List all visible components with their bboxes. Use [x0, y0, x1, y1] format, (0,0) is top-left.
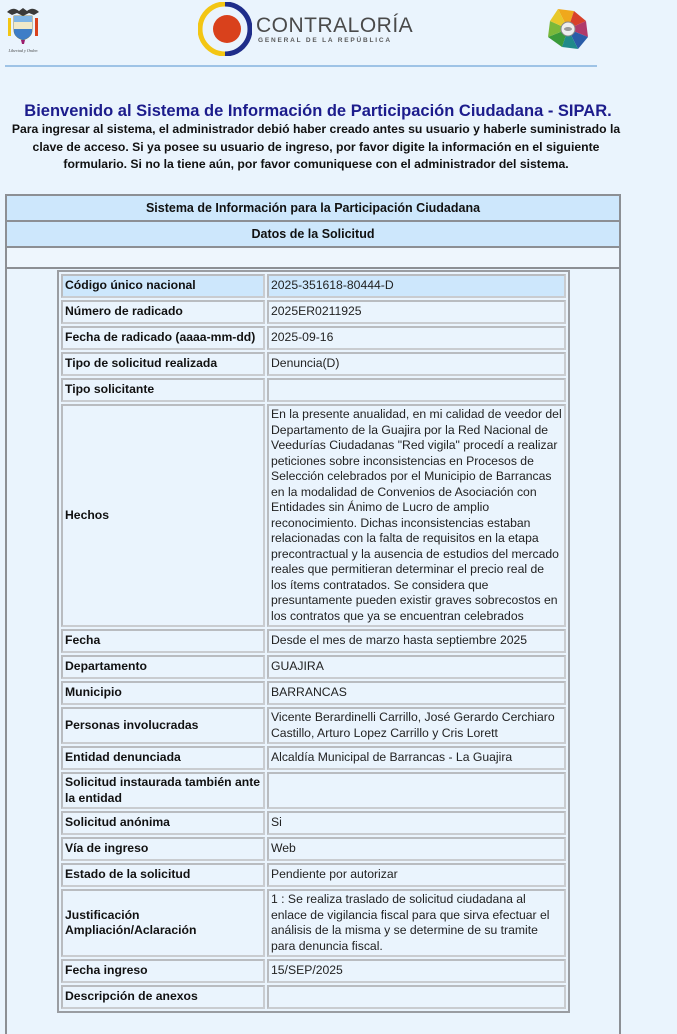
welcome-text-line-2: clave de acceso. Si ya posee su usuario de ingreso, por favor digite la información en el siguiente — [32, 139, 600, 154]
field-label: Justificación Ampliación/Aclaración — [61, 889, 265, 957]
field-value: Alcaldía Municipal de Barrancas - La Guajira — [267, 746, 566, 770]
field-label: Descripción de anexos — [61, 985, 265, 1009]
field-label: Fecha ingreso — [61, 959, 265, 983]
field-value: BARRANCAS — [267, 681, 566, 705]
svg-text:Libertad y Orden: Libertad y Orden — [8, 48, 38, 53]
field-value: Si — [267, 811, 566, 835]
table-row-tipo-solicitud — [61, 352, 566, 376]
field-value: GUAJIRA — [267, 655, 566, 679]
field-value: 2025ER0211925 — [267, 300, 566, 324]
field-value: 1 : Se realiza traslado de solicitud ciudadana al enlace de vigilancia fiscal para que sirva efectuar el análisis de la misma y se determine de su tramite para denuncia fiscal. — [267, 889, 566, 957]
field-label: Tipo de solicitud realizada — [61, 352, 265, 376]
table-row-tipo-solicitante — [61, 378, 566, 402]
request-details-table — [57, 270, 570, 1013]
table-row-via-ingreso — [61, 837, 566, 861]
welcome-title: Bienvenido al Sistema de Información de Participación Ciudadana - SIPAR. — [24, 102, 612, 120]
panel-subtitle: Datos de la Solicitud — [7, 222, 619, 248]
table-row-entidad-denunciada — [61, 746, 566, 770]
field-label: Solicitud anónima — [61, 811, 265, 835]
welcome-text-line-1: Para ingresar al sistema, el administrador debió haber creado antes su usuario y haberle suministrado la — [11, 122, 621, 136]
field-label: Personas involucradas — [61, 707, 265, 744]
field-value: 2025-09-16 — [267, 326, 566, 350]
table-row-solicitud-instaurada — [61, 772, 566, 809]
field-label: Fecha — [61, 629, 265, 653]
field-value — [267, 378, 566, 402]
contraloria-ring-icon — [198, 2, 252, 56]
table-row-fecha-ingreso — [61, 959, 566, 983]
header-divider — [5, 65, 597, 67]
table-row-personas-involucradas — [61, 707, 566, 744]
contraloria-brand: CONTRALORÍA — [256, 13, 414, 37]
field-value — [267, 772, 566, 809]
field-label: Hechos — [61, 404, 265, 627]
field-label: Departamento — [61, 655, 265, 679]
table-row-fecha-radicado — [61, 326, 566, 350]
request-panel — [5, 194, 621, 1034]
table-row-estado-solicitud — [61, 863, 566, 887]
field-label: Municipio — [61, 681, 265, 705]
table-row-departamento — [61, 655, 566, 679]
table-row-codigo — [61, 274, 566, 298]
field-value: En la presente anualidad, en mi calidad de veedor del Departamento de la Guajira por la Red Nacional de Veedurías Ciudadanas "Red vigila" procedí a realizar peticiones sobre inconsistencias en Procesos de Selección celebrados por el Municipio de Barrancas en la modalidad de Convenios de Asociación con Entidades sin Ánimo de Lucro de amplio reconocimiento. Dichas inconsistencias estaban relacionadas con la falta de requisitos en la etapa precontractual y la ausencia de estudios del mercado reales que permitieran determinar el precio real de los ítems contratados. Se considera que presuntamente pueden existir graves sobrecostos en los contratos que ya se encuentran celebrados — [267, 404, 566, 627]
field-value: Denuncia(D) — [267, 352, 566, 376]
field-value: 15/SEP/2025 — [267, 959, 566, 983]
coat-of-arms-logo — [3, 4, 43, 54]
welcome-text-line-3: formulario. Si no la tiene aún, por favor comuniquese con el administrador del sistema. — [63, 157, 569, 171]
request-details — [57, 270, 570, 1013]
field-value: Web — [267, 837, 566, 861]
field-value: Vicente Berardinelli Carrillo, José Gerardo Cerchiaro Castillo, Arturo Lopez Carrillo y Cris Lorett — [267, 707, 566, 744]
field-value: Pendiente por autorizar — [267, 863, 566, 887]
table-row-fecha — [61, 629, 566, 653]
sipar-logo — [544, 5, 592, 53]
table-row-hechos — [61, 404, 566, 627]
field-label: Código único nacional — [61, 274, 265, 298]
table-row-justificacion — [61, 889, 566, 957]
table-row-descripcion-anexos — [61, 985, 566, 1009]
table-row-numero-radicado — [61, 300, 566, 324]
field-label: Solicitud instaurada también ante la entidad — [61, 772, 265, 809]
field-label: Entidad denunciada — [61, 746, 265, 770]
field-label: Estado de la solicitud — [61, 863, 265, 887]
contraloria-subtitle: GENERAL DE LA REPÚBLICA — [258, 36, 392, 44]
field-label: Número de radicado — [61, 300, 265, 324]
page-header — [0, 0, 677, 66]
field-label: Fecha de radicado (aaaa-mm-dd) — [61, 326, 265, 350]
field-label: Tipo solicitante — [61, 378, 265, 402]
field-value: Desde el mes de marzo hasta septiembre 2025 — [267, 629, 566, 653]
table-row-solicitud-anonima — [61, 811, 566, 835]
field-value — [267, 985, 566, 1009]
panel-title: Sistema de Información para la Participación Ciudadana — [7, 196, 619, 222]
field-value: 2025-351618-80444-D — [267, 274, 566, 298]
field-label: Vía de ingreso — [61, 837, 265, 861]
welcome-section — [0, 101, 632, 174]
table-row-municipio — [61, 681, 566, 705]
panel-spacer — [7, 248, 619, 269]
contraloria-logo — [198, 2, 414, 56]
